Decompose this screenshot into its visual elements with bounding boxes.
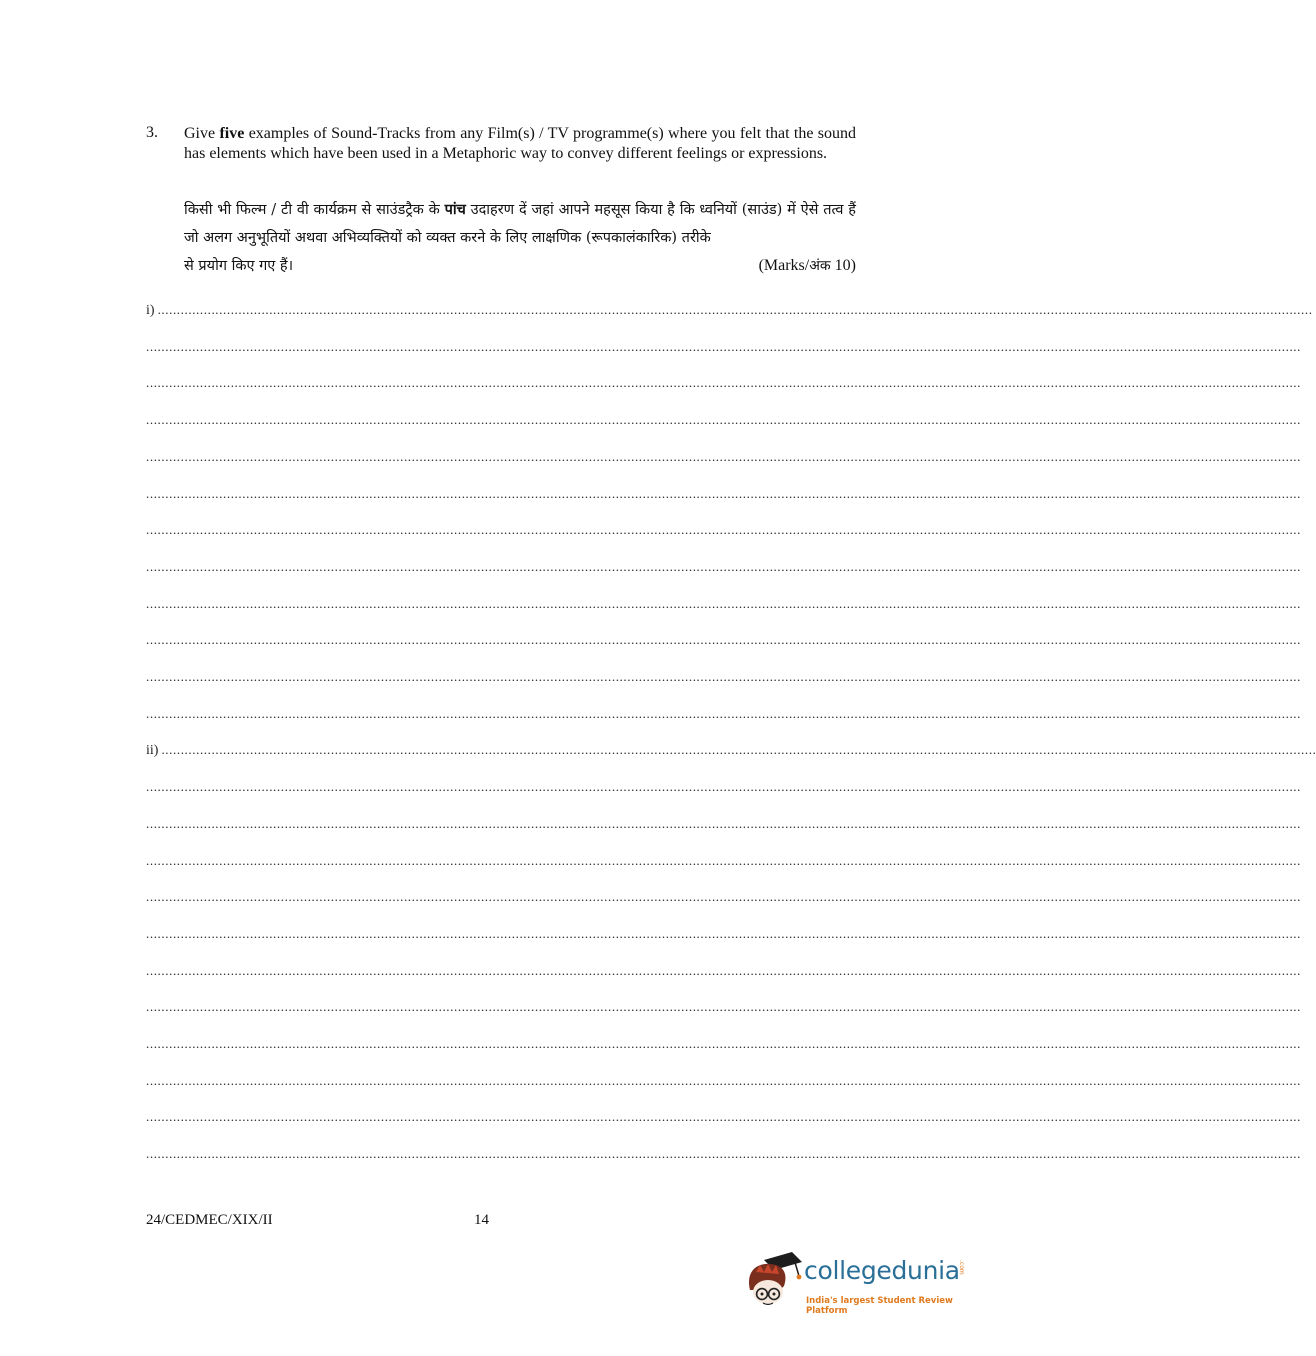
question-text-hindi (184, 196, 856, 280)
mascot-icon (744, 1250, 804, 1312)
dotted-rule: ............................................................................................................................................................................................................................................................................................................ (146, 375, 1301, 391)
answer-line[interactable] (146, 373, 1301, 393)
dotted-rule: ............................................................................................................................................................................................................................................................................................................ (146, 448, 1301, 464)
question-en-bold: five (219, 125, 245, 142)
marks-number: 10) (830, 257, 856, 274)
answer-line[interactable] (146, 740, 1316, 760)
answer-line[interactable] (146, 777, 1301, 797)
question-en-part2: examples of Sound-Tracks from any Film(s) / TV programme(s) where you felt that the sound has elements which have been used in a Metaphoric way to convey different feelings or expressions. (184, 125, 856, 162)
question-hi-last-line (184, 252, 856, 280)
dotted-rule: ............................................................................................................................................................................................................................................................................................................ (146, 558, 1301, 574)
answer-line[interactable] (146, 484, 1301, 504)
answer-line[interactable] (146, 300, 1313, 320)
dotted-rule: ............................................................................................................................................................................................................................................................................................................ (146, 522, 1301, 538)
answer-line[interactable] (146, 667, 1301, 687)
answer-label-i: i) (146, 303, 155, 318)
dotted-rule: ............................................................................................................................................................................................................................................................................................................ (146, 412, 1301, 428)
question-hi-body (184, 196, 856, 252)
question-en-part1: Give (184, 125, 220, 142)
question-text-english (184, 124, 856, 164)
page-number: 14 (474, 1212, 489, 1228)
answer-line[interactable] (146, 557, 1301, 577)
answer-line[interactable] (146, 594, 1301, 614)
answer-line[interactable] (146, 630, 1301, 650)
dotted-rule: ............................................................................................................................................................................................................................................................................................................ (146, 485, 1301, 501)
answer-label-ii: ii) (146, 743, 159, 759)
answer-line[interactable] (146, 1144, 1301, 1164)
dotted-rule: ............................................................................................................................................................................................................................................................................................................ (146, 595, 1301, 611)
dotted-rule: ............................................................................................................................................................................................................................................................................................................ (157, 302, 1313, 317)
answer-line[interactable] (146, 924, 1301, 944)
answer-line[interactable] (146, 814, 1301, 834)
question-hi-part2: उदाहरण दें जहां आपने महसूस किया है कि ध्वनियों (साउंड) में ऐसे तत्व हैं जो अलग अनुभूतियों अथवा अभिव्यक्तियों को व्यक्त करने के लिए लाक्षणिक (रूपकालंकारिक) तरीके (184, 202, 856, 246)
dotted-rule: ............................................................................................................................................................................................................................................................................................................ (146, 669, 1301, 684)
dotted-rule: ............................................................................................................................................................................................................................................................................................................ (146, 1036, 1301, 1051)
answer-line[interactable] (146, 1107, 1301, 1127)
answer-line[interactable] (146, 1034, 1301, 1054)
answer-line[interactable] (146, 851, 1301, 871)
marks-en: (Marks/ (758, 257, 810, 274)
answer-line[interactable] (146, 961, 1301, 981)
dotted-rule: ............................................................................................................................................................................................................................................................................................................ (146, 1109, 1301, 1125)
marks-hi: अंक (809, 258, 831, 274)
footer-code: 24/CEDMEC/XIX/II (146, 1212, 273, 1228)
answer-line[interactable] (146, 410, 1301, 430)
question-hi-bold: पांच (444, 201, 466, 218)
dotted-rule: ............................................................................................................................................................................................................................................................................................................ (146, 705, 1301, 721)
answer-line[interactable] (146, 704, 1301, 724)
question-hi-part1: किसी भी फिल्म / टी वी कार्यक्रम से साउंडट्रैक के (184, 202, 445, 218)
logo-tagline: India's largest Student Review Platform (806, 1296, 953, 1316)
dotted-rule: ............................................................................................................................................................................................................................................................................................................ (146, 1072, 1301, 1088)
dotted-rule: ............................................................................................................................................................................................................................................................................................................ (146, 815, 1301, 831)
dotted-rule: ............................................................................................................................................................................................................................................................................................................ (161, 742, 1316, 758)
dotted-rule: ............................................................................................................................................................................................................................................................................................................ (146, 925, 1301, 941)
answer-line[interactable] (146, 447, 1301, 467)
dotted-rule: ............................................................................................................................................................................................................................................................................................................ (146, 779, 1301, 795)
dotted-rule: ............................................................................................................................................................................................................................................................................................................ (146, 1146, 1301, 1162)
logo-name: collegedunia (804, 1256, 960, 1285)
dotted-rule: ............................................................................................................................................................................................................................................................................................................ (146, 962, 1301, 978)
marks-label (759, 252, 856, 280)
question-number: 3. (146, 124, 158, 141)
answer-line[interactable] (146, 520, 1301, 540)
answer-line[interactable] (146, 1071, 1301, 1091)
answer-line[interactable] (146, 997, 1301, 1017)
dotted-rule: ............................................................................................................................................................................................................................................................................................................ (146, 852, 1301, 868)
answer-line[interactable] (146, 337, 1301, 357)
question-hi-part3: से प्रयोग किए गए हैं। (184, 258, 294, 274)
collegedunia-logo (744, 1250, 970, 1316)
dotted-rule: ............................................................................................................................................................................................................................................................................................................ (146, 999, 1301, 1015)
logo-suffix: .com (958, 1260, 965, 1275)
dotted-rule: ............................................................................................................................................................................................................................................................................................................ (146, 632, 1301, 648)
dotted-rule: ............................................................................................................................................................................................................................................................................................................ (146, 889, 1301, 905)
answer-line[interactable] (146, 887, 1301, 907)
dotted-rule: ............................................................................................................................................................................................................................................................................................................ (146, 338, 1301, 354)
